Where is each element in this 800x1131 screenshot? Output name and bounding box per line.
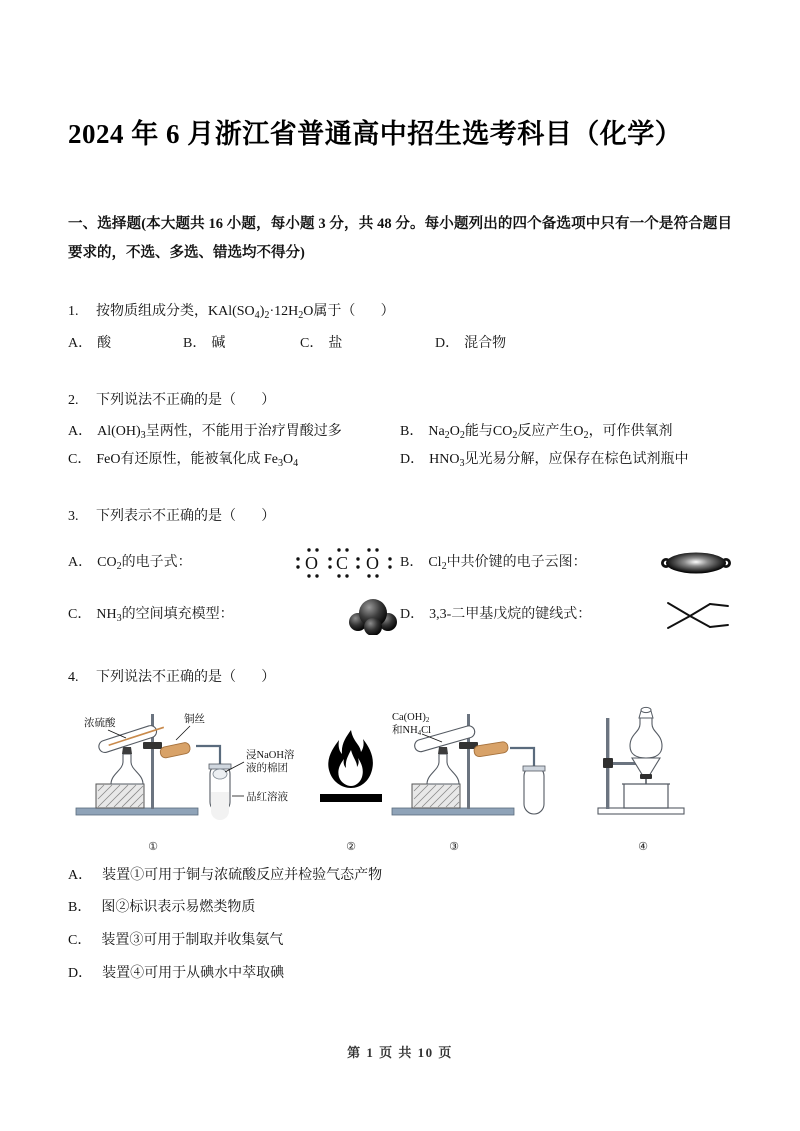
q2-stem-close: ） [261,392,276,408]
question-2-option-d[interactable] [400,446,732,474]
section-instruction: 一、选择题(本大题共 16 小题，每小题 3 分，共 48 分。每小题列出的四个备选项中只有一个是符合题目要求的，不选、多选、错选均不得分) [68,215,732,262]
q4-stem-text: 下列说法不正确的是（ [96,669,236,685]
question-1-option-c[interactable] [300,330,435,358]
q1-stem-after: O属于（ [303,304,356,320]
question-4-text [96,665,732,692]
q2-opt-b-label: B． [400,424,424,440]
q1-opt-a-text: 酸 [97,335,112,351]
question-3-option-a[interactable] [68,545,400,581]
question-1 [68,299,732,358]
q1-stem-mid: ) [259,304,265,320]
q3-stem-text: 下列表示不正确的是（ [96,509,236,525]
apparatus-figure-4 [568,704,718,858]
question-4-options [68,860,732,992]
question-3-text [96,504,732,531]
question-1-option-d[interactable] [435,330,506,358]
svg-text:C: C [336,552,349,573]
q3-opt-b-label: B． [400,554,424,570]
question-3-options-row-1 [68,545,732,581]
apparatus-1-label-naoh-cotton-1: 浸NaOH溶 [246,749,295,761]
lewis-structure-co2-icon [292,545,400,581]
question-2-option-a[interactable] [68,418,400,446]
question-2-stem [68,388,732,415]
page-content [68,0,732,991]
question-3-option-b[interactable] [400,549,732,577]
question-4-option-d[interactable] [68,958,732,991]
question-4-number: 4. [68,669,79,685]
question-1-text [96,299,732,326]
apparatus-1-label-naoh-cotton-2: 液的棉团 [246,762,288,774]
q4-opt-a-text: 装置①可用于铜与浓硫酸反应并检验气态产物 [102,867,383,883]
question-2-number: 2. [68,392,79,408]
apparatus-3-label-ammonium-chloride: 和NH4Cl [392,724,432,737]
question-1-option-a[interactable] [68,330,183,358]
q3-opt-c-text: $NH_3$的空间填充模型： [96,606,234,624]
q3-stem-close: ） [261,509,276,525]
question-3-option-c[interactable] [68,595,400,635]
question-1-stem [68,299,732,326]
skeletal-formula-dimethylpentane-icon [666,597,732,633]
q4-opt-b-label: B． [68,900,92,916]
question-3-stem [68,504,732,531]
q1-sub-2: 2 [264,310,270,321]
q2-opt-d-text: $HNO_3$见光易分解，应保存在棕色试剂瓶中 [429,452,689,470]
electron-cloud-cl2-icon [660,549,732,577]
q3-opt-a-text: $CO_2$的电子式： [97,554,192,572]
q1-opt-b-text: 碱 [211,335,226,351]
question-3 [68,504,732,635]
q3-opt-d-text: 3,3-二甲基戊烷的键线式： [429,606,592,622]
apparatus-figure-3 [384,704,574,858]
svg-text:O: O [366,552,379,573]
q1-opt-c-label: C． [300,335,324,351]
apparatus-3-label-calcium-hydroxide: Ca(OH)2 [392,711,430,724]
apparatus-figure-1 [68,704,318,858]
q2-opt-b-text: $Na_2O_2$能与$CO_2$反应产生$O_2$，可作供氧剂 [428,424,673,442]
q1-opt-d-text: 混合物 [464,335,507,351]
flame-icon [328,730,373,788]
page-footer: 第 1 页 共 10 页 [347,1045,453,1060]
q2-stem-text: 下列说法不正确的是（ [96,392,236,408]
question-2-option-b[interactable] [400,418,732,446]
q2-opt-a-label: A． [68,424,93,440]
question-2-text [96,388,732,415]
question-2-options [68,418,732,474]
question-2 [68,388,732,475]
q1-opt-a-label: A． [68,335,93,351]
apparatus-4-caption: ④ [638,841,648,854]
q3-opt-d-label: D． [400,606,425,622]
question-1-number: 1. [68,304,79,320]
q4-opt-a-label: A． [68,867,93,883]
space-filling-model-nh3-icon [346,595,400,635]
question-3-number: 3. [68,509,79,525]
q4-opt-b-text: 图②标识表示易燃类物质 [101,900,256,916]
question-4-option-c[interactable] [68,925,732,958]
apparatus-1-label-fuchsin: 品红溶液 [246,791,288,803]
question-1-options [68,330,732,358]
q2-opt-a-text: $Al(OH)_3$呈两性，不能用于治疗胃酸过多 [97,424,342,442]
q4-stem-close: ） [261,669,276,685]
page-title: 2024 年 6 月浙江省普通高中招生选考科目（化学） [68,119,683,149]
q2-opt-c-text: FeO有还原性，能被氧化成 $Fe_3O_4$ [96,452,299,470]
question-4-option-a[interactable] [68,860,732,893]
apparatus-1-caption: ① [148,841,158,854]
q3-opt-b-text: $Cl_2$中共价键的电子云图： [428,554,587,572]
q1-opt-b-label: B． [183,335,207,351]
q1-sub-3: 2 [298,310,304,321]
question-1-option-b[interactable] [183,330,300,358]
question-4-stem [68,665,732,692]
apparatus-figure-strip [68,704,732,854]
question-3-option-d[interactable] [400,597,732,633]
question-2-option-c[interactable] [68,446,400,474]
q1-stem-before: 按物质组成分类，KAl(SO [96,304,255,320]
q2-opt-c-label: C． [68,452,92,468]
apparatus-1-label-sulfuric-acid: 浓硫酸 [84,717,116,729]
q1-opt-c-text: 盐 [328,335,343,351]
question-4-option-b[interactable] [68,892,732,925]
q1-stem-close: ） [380,304,395,320]
q4-opt-d-label: D． [68,966,93,982]
q1-opt-d-label: D． [435,335,460,351]
apparatus-2-caption: ② [346,841,356,854]
q4-opt-c-label: C． [68,933,92,949]
q4-opt-c-text: 装置③可用于制取并收集氨气 [101,933,284,949]
q2-opt-d-label: D． [400,452,425,468]
q1-sub-1: 4 [254,310,260,321]
q1-stem-dot: ·12H [269,304,299,320]
q3-opt-a-label: A． [68,554,93,570]
question-3-options-row-2 [68,595,732,635]
q4-opt-d-text: 装置④可用于从碘水中萃取碘 [102,966,285,982]
q3-opt-c-label: C． [68,606,92,622]
question-4 [68,665,732,991]
svg-text:O: O [305,552,318,573]
apparatus-1-label-copper-wire: 铜丝 [184,713,205,725]
apparatus-3-caption: ③ [449,841,459,854]
